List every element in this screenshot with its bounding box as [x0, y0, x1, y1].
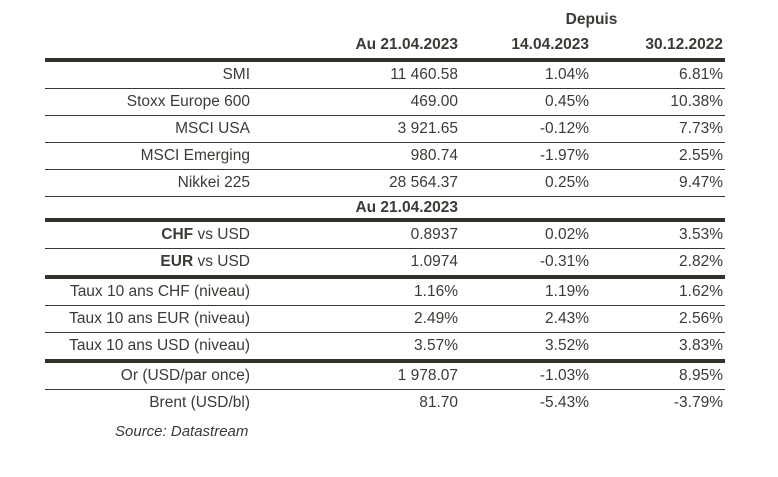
- table-row-msci-emerging: [45, 143, 725, 170]
- row-value: 28 564.37: [252, 170, 460, 197]
- header-row-depuis: [45, 8, 725, 32]
- row-label: SMI: [45, 60, 252, 89]
- header-row-columns: [45, 32, 725, 60]
- row-value: 0.8937: [252, 220, 460, 249]
- row-label: MSCI Emerging: [45, 143, 252, 170]
- row-since1: 2.43%: [460, 306, 591, 333]
- row-since2: 2.56%: [591, 306, 725, 333]
- table-row-nikkei: [45, 170, 725, 197]
- row-label: Stoxx Europe 600: [45, 89, 252, 116]
- table-row-gold: [45, 361, 725, 390]
- table-row-taux-usd: [45, 333, 725, 362]
- row-since2: -3.79%: [673, 394, 723, 411]
- row-value: 3.57%: [252, 333, 460, 362]
- row-since1: -0.31%: [460, 249, 591, 278]
- row-since2: 10.38%: [591, 89, 725, 116]
- row-label: [45, 220, 252, 249]
- row-value: 1.16%: [252, 277, 460, 306]
- row-since1: 3.52%: [460, 333, 591, 362]
- header-spacer: [45, 8, 460, 32]
- table-row-stoxx: [45, 89, 725, 116]
- row-since1: 0.45%: [460, 89, 591, 116]
- table-row-eur-usd: [45, 249, 725, 278]
- row-since1: 0.25%: [460, 170, 591, 197]
- market-overview-table: [45, 8, 725, 440]
- section-spacer: [460, 197, 591, 221]
- col-header-since-3012: 30.12.2022: [591, 32, 725, 60]
- market-table: [45, 8, 725, 416]
- section-spacer: [591, 197, 725, 221]
- table-row-msci-usa: [45, 116, 725, 143]
- row-value: 1.0974: [252, 249, 460, 278]
- row-since2: 6.81%: [591, 60, 725, 89]
- table-row-smi: [45, 60, 725, 89]
- table-row-chf-usd: [45, 220, 725, 249]
- row-since1: 1.04%: [460, 60, 591, 89]
- table-row-brent: [45, 390, 725, 417]
- col-header-value-date: Au 21.04.2023: [252, 32, 460, 60]
- source-note: Source: Datastream: [115, 423, 249, 440]
- row-since2: 9.47%: [591, 170, 725, 197]
- row-label: Brent (USD/bl): [149, 394, 250, 411]
- row-since2: 7.73%: [591, 116, 725, 143]
- row-label: Taux 10 ans EUR (niveau): [45, 306, 252, 333]
- depuis-header: Depuis: [565, 11, 618, 28]
- section-spacer: [45, 197, 252, 221]
- row-since2: 8.95%: [591, 361, 725, 390]
- row-value: 469.00: [252, 89, 460, 116]
- table-row-taux-eur: [45, 306, 725, 333]
- row-since1: -0.12%: [460, 116, 591, 143]
- row-since2: 1.62%: [591, 277, 725, 306]
- section-header-row: [45, 197, 725, 221]
- row-since1: 1.19%: [460, 277, 591, 306]
- row-value: 11 460.58: [252, 60, 460, 89]
- row-label: Nikkei 225: [45, 170, 252, 197]
- row-since2: 2.55%: [591, 143, 725, 170]
- row-label: Or (USD/par once): [45, 361, 252, 390]
- currency-rest: vs USD: [193, 253, 250, 270]
- row-value: 980.74: [252, 143, 460, 170]
- currency-code: CHF: [161, 226, 194, 243]
- row-since1: -1.03%: [460, 361, 591, 390]
- row-since1: -1.97%: [460, 143, 591, 170]
- row-since2: 2.82%: [591, 249, 725, 278]
- row-label: Taux 10 ans USD (niveau): [45, 333, 252, 362]
- currency-code: EUR: [160, 253, 194, 270]
- currency-rest: vs USD: [193, 226, 250, 243]
- row-since2: 3.83%: [591, 333, 725, 362]
- row-value: 81.70: [419, 394, 458, 411]
- row-value: 1 978.07: [252, 361, 460, 390]
- row-since1: 0.02%: [460, 220, 591, 249]
- section-header-date: Au 21.04.2023: [252, 197, 460, 221]
- row-label: Taux 10 ans CHF (niveau): [45, 277, 252, 306]
- row-value: 3 921.65: [252, 116, 460, 143]
- row-label: [45, 249, 252, 278]
- row-label: MSCI USA: [45, 116, 252, 143]
- header-spacer: [45, 32, 252, 60]
- col-header-since-1404: 14.04.2023: [460, 32, 591, 60]
- row-value: 2.49%: [252, 306, 460, 333]
- row-since1: -5.43%: [539, 394, 589, 411]
- row-since2: 3.53%: [591, 220, 725, 249]
- table-row-taux-chf: [45, 277, 725, 306]
